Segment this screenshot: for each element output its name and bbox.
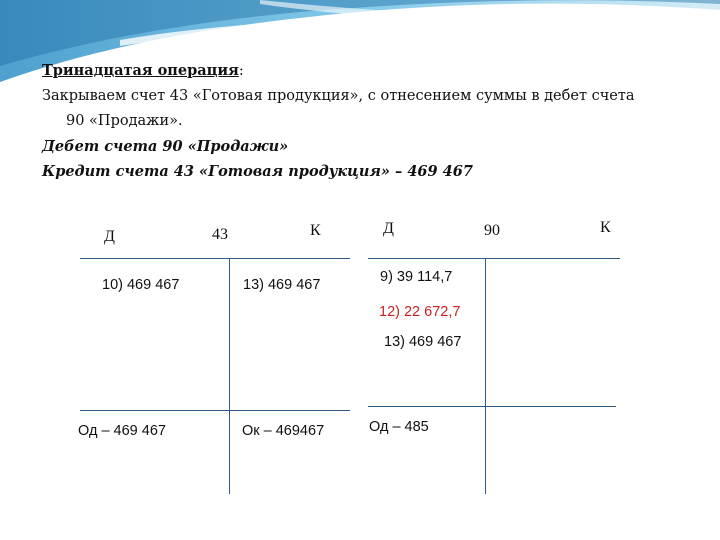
- account-43-top-line: [80, 258, 350, 259]
- account-43-opening-debit: Од – 469 467: [78, 423, 166, 439]
- account-43-closing-credit: Ок – 469467: [242, 423, 325, 439]
- debit-entry-line: Дебет счета 90 «Продажи»: [42, 138, 289, 155]
- account-43-credit-entry: 13) 469 467: [243, 277, 321, 293]
- account-90-credit-label: К: [600, 219, 611, 236]
- account-90-number: 90: [484, 222, 500, 239]
- account-43-debit-label: Д: [104, 228, 115, 245]
- account-43-debit-entry: 10) 469 467: [102, 277, 180, 293]
- account-90-divider: [485, 258, 486, 494]
- account-43-turnover-line: [80, 410, 350, 411]
- account-90-debit-label: Д: [383, 220, 394, 237]
- account-90-entry-9: 9) 39 114,7: [380, 269, 453, 285]
- credit-entry-line: Кредит счета 43 «Готовая продукция» – 469 467: [42, 163, 473, 180]
- operation-title-line: [42, 58, 682, 84]
- account-90-entry-12: 12) 22 672,7: [379, 304, 461, 320]
- operation-title-suffix: :: [238, 63, 244, 79]
- account-43-divider: [229, 258, 230, 494]
- operation-text-line-2: 90 «Продажи».: [66, 113, 183, 129]
- account-90-top-line: [368, 258, 620, 259]
- account-90-opening-debit: Од – 485: [369, 419, 429, 435]
- account-90-entry-13: 13) 469 467: [384, 334, 462, 350]
- account-43-number: 43: [212, 226, 228, 243]
- operation-title: Тринадцатая операция: [42, 62, 239, 79]
- operation-description: [42, 58, 682, 184]
- account-90-turnover-line: [368, 406, 616, 407]
- operation-text-line-1: Закрываем счет 43 «Готовая продукция», с отнесением суммы в дебет счета: [42, 88, 635, 104]
- account-43-credit-label: К: [310, 222, 321, 239]
